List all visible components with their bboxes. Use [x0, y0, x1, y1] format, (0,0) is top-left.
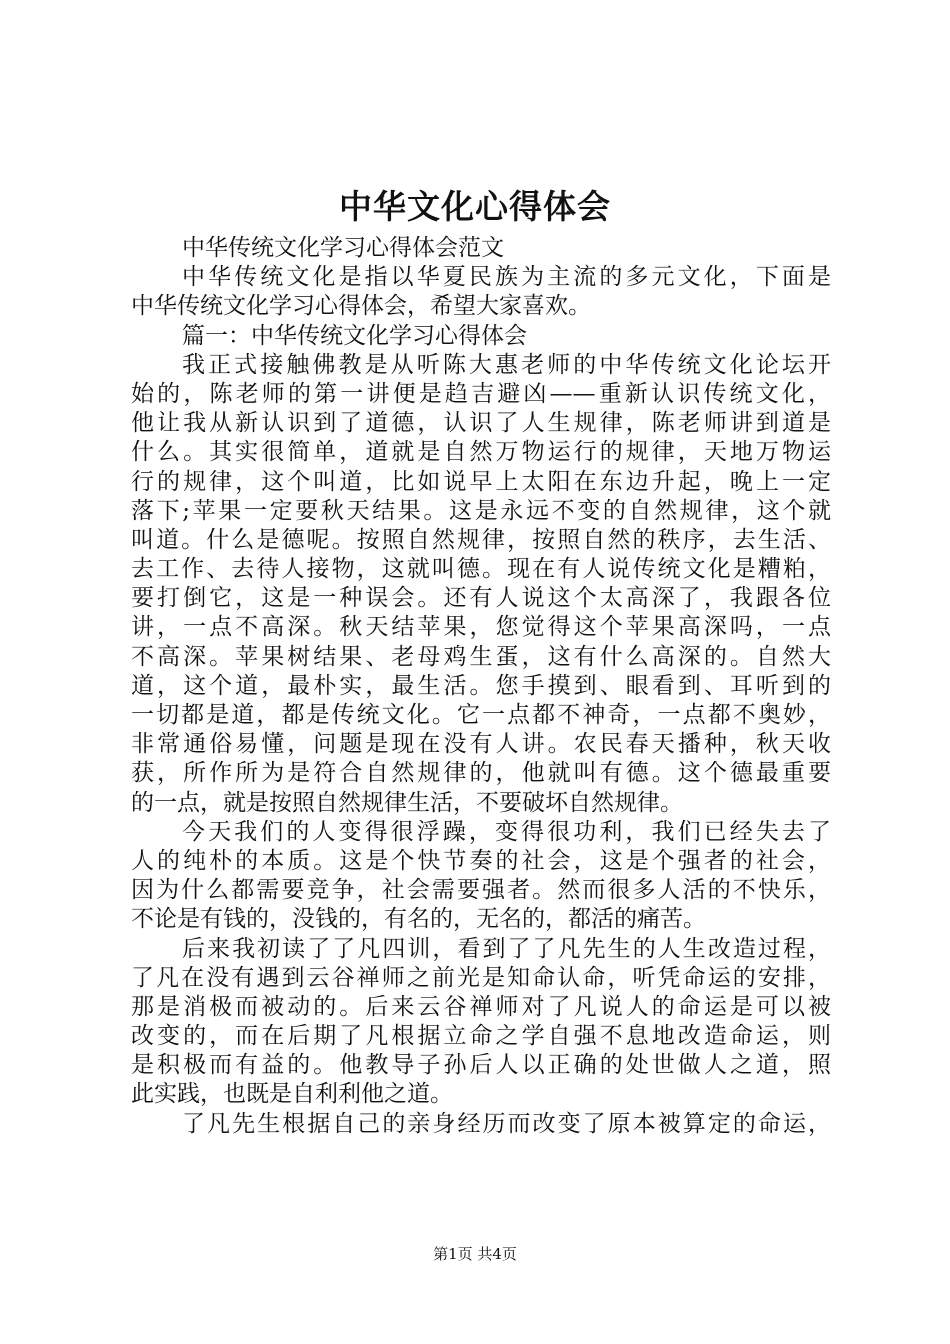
text-line: 一切都是道，都是传统文化。它一点都不神奇，一点都不奥妙， [131, 702, 831, 728]
paragraph [131, 818, 831, 935]
text-line: 中华传统文化是指以华夏民族为主流的多元文化，下面是 [182, 264, 831, 291]
paragraph [131, 935, 831, 1110]
text-line: 中华传统文化学习心得体会范文 [182, 235, 504, 261]
text-line: 去工作、去待人接物，这就叫德。现在有人说传统文化是糟粕， [131, 556, 831, 583]
text-line: 人的纯朴的本质。这是个快节奏的社会，这是个强者的社会， [131, 847, 831, 874]
text-line: 篇一：中华传统文化学习心得体会 [182, 322, 527, 349]
paragraph [131, 234, 831, 263]
paragraph [131, 1110, 831, 1139]
text-line: 因为什么都需要竞争，社会需要强者。然而很多人活的不快乐， [131, 877, 831, 904]
text-line: 他让我从新认识到了道德，认识了人生规律，陈老师讲到道是 [131, 410, 831, 437]
page-footer: 第1页 共4页 [433, 1245, 517, 1263]
text-line: 那是消极而被动的。后来云谷禅师对了凡说人的命运是可以被 [131, 993, 831, 1020]
text-line: 始的，陈老师的第一讲便是趋吉避凶——重新认识传统文化， [131, 380, 831, 407]
paragraph [131, 322, 831, 351]
text-line: 道，这个道，最朴实，最生活。您手摸到、眼看到、耳听到的 [131, 672, 831, 699]
text-line: 的一点，就是按照自然规律生活，不要破坏自然规律。 [131, 789, 683, 816]
text-line: 是积极而有益的。他教导子孙后人以正确的处世做人之道，照 [131, 1052, 831, 1079]
text-line: 不高深。苹果树结果、老母鸡生蛋，这有什么高深的。自然大 [131, 643, 831, 670]
text-line: 后来我初读了了凡四训，看到了了凡先生的人生改造过程， [182, 935, 831, 962]
text-line: 今天我们的人变得很浮躁，变得很功利，我们已经失去了 [182, 818, 831, 845]
text-line: 改变的，而在后期了凡根据立命之学自强不息地改造命运，则 [131, 1023, 831, 1050]
document-body [131, 234, 831, 1139]
text-line: 落下;苹果一定要秋天结果。这是永远不变的自然规律，这个就 [131, 497, 831, 524]
text-line: 行的规律，这个叫道，比如说早上太阳在东边升起，晚上一定 [131, 468, 831, 495]
text-line: 中华传统文化学习心得体会，希望大家喜欢。 [131, 293, 591, 320]
paragraph [131, 351, 831, 818]
text-line: 此实践，也既是自利利他之道。 [131, 1081, 453, 1108]
text-line: 获，所作所为是符合自然规律的，他就叫有德。这个德最重要 [131, 760, 831, 787]
text-line: 要打倒它，这是一种误会。还有人说这个太高深了，我跟各位 [131, 585, 831, 612]
document-title: 中华文化心得体会 [339, 187, 611, 226]
text-line: 讲，一点不高深。秋天结苹果，您觉得这个苹果高深吗，一点 [131, 614, 831, 641]
paragraph [131, 263, 831, 321]
text-line: 什么。其实很简单，道就是自然万物运行的规律，天地万物运 [131, 439, 831, 466]
text-line: 不论是有钱的，没钱的，有名的，无名的，都活的痛苦。 [131, 906, 706, 933]
text-line: 叫道。什么是德呢。按照自然规律，按照自然的秩序，去生活、 [131, 526, 831, 553]
text-line: 我正式接触佛教是从听陈大惠老师的中华传统文化论坛开 [182, 351, 831, 378]
text-line: 非常通俗易懂，问题是现在没有人讲。农民春天播种，秋天收 [131, 731, 831, 758]
text-line: 了凡先生根据自己的亲身经历而改变了原本被算定的命运， [182, 1110, 831, 1137]
text-line: 了凡在没有遇到云谷禅师之前光是知命认命，听凭命运的安排， [131, 964, 831, 991]
